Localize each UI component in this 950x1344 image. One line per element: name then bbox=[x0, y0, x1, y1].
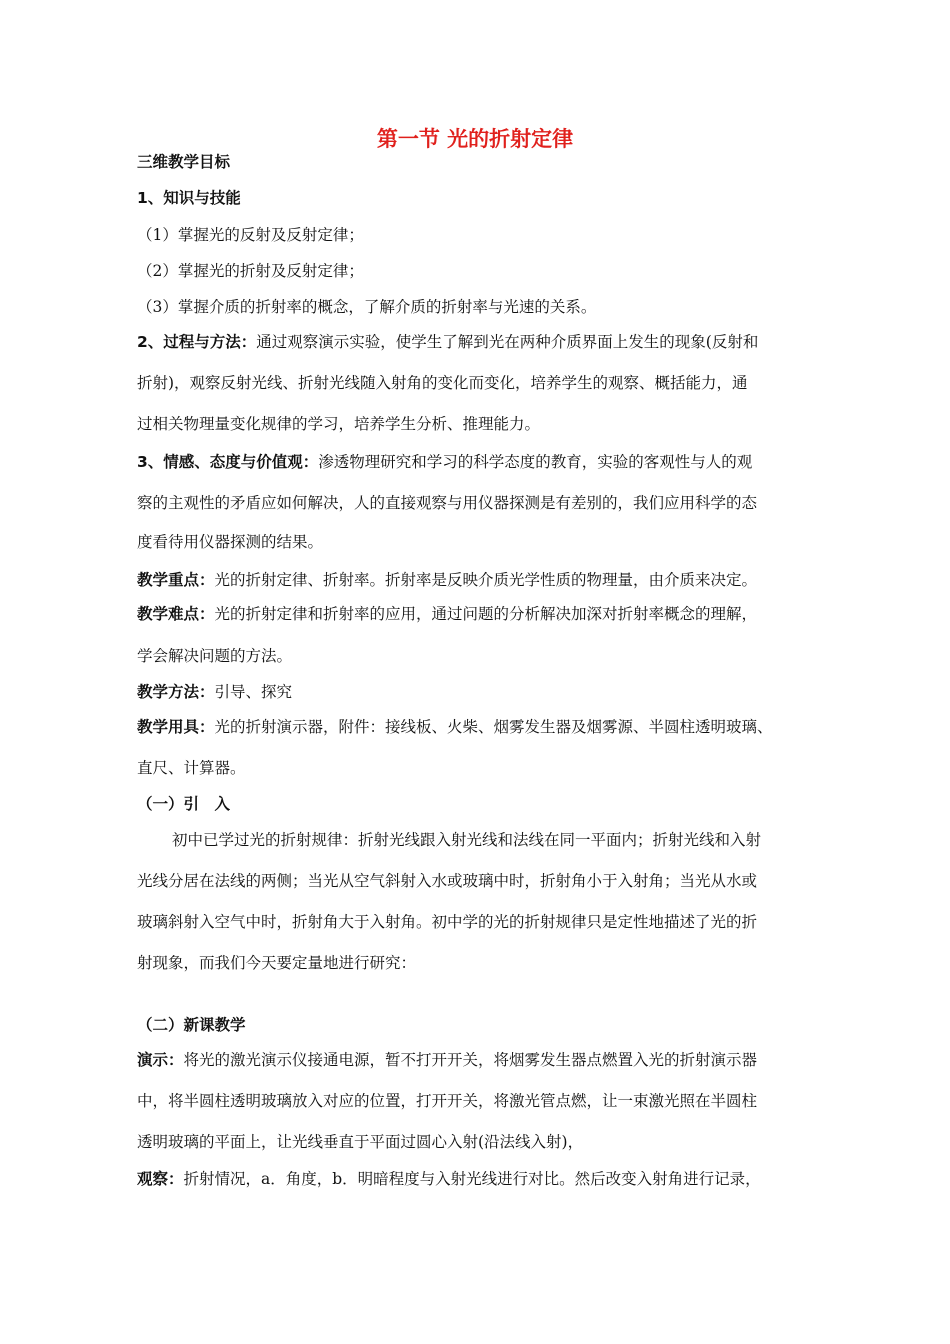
emotion-label: 3、情感、态度与价值观： bbox=[137, 453, 319, 471]
emotion-paragraph-line: 度看待用仪器探测的结果。 bbox=[137, 533, 324, 551]
emotion-paragraph-line bbox=[137, 452, 827, 472]
tools-text: 光的折射演示器，附件：接线板、火柴、烟雾发生器及烟雾源、半圆柱透明玻璃、 bbox=[214, 718, 773, 736]
process-text: 通过观察演示实验，使学生了解到光在两种介质界面上发生的现象(反射和 bbox=[256, 333, 759, 351]
difficulty-line bbox=[137, 604, 827, 624]
demo-text: 将光的激光演示仪接通电源，暂不打开开关，将烟雾发生器点燃置入光的折射演示器 bbox=[183, 1051, 758, 1069]
method-label: 教学方法： bbox=[137, 683, 215, 701]
demo-line: 透明玻璃的平面上，让光线垂直于平面过圆心入射(沿法线入射)， bbox=[137, 1133, 584, 1151]
tools-label: 教学用具： bbox=[137, 718, 215, 736]
observe-text: 折射情况，a．角度，b．明暗程度与入射光线进行对比。然后改变入射角进行记录， bbox=[183, 1170, 761, 1188]
knowledge-item-2: （2）掌握光的折射及反射定律； bbox=[137, 262, 364, 280]
page-title: 第一节 光的折射定律 bbox=[376, 127, 574, 151]
key-points-line bbox=[137, 570, 827, 590]
demo-line: 中，将半圆柱透明玻璃放入对应的位置，打开开关，将激光管点燃，让一束激光照在半圆柱 bbox=[137, 1092, 758, 1110]
method-line bbox=[137, 682, 827, 702]
difficulty-label: 教学难点： bbox=[137, 605, 215, 623]
observe-label: 观察： bbox=[137, 1170, 184, 1188]
heading-goals: 三维教学目标 bbox=[137, 153, 231, 171]
observe-line bbox=[137, 1169, 827, 1189]
tools-line: 直尺、计算器。 bbox=[137, 759, 246, 777]
intro-paragraph-line: 初中已学过光的折射规律：折射光线跟入射光线和法线在同一平面内；折射光线和入射 bbox=[172, 831, 762, 849]
difficulty-line: 学会解决问题的方法。 bbox=[137, 647, 293, 665]
knowledge-item-3: （3）掌握介质的折射率的概念，了解介质的折射率与光速的关系。 bbox=[137, 298, 597, 316]
emotion-paragraph-line: 察的主观性的矛盾应如何解决，人的直接观察与用仪器探测是有差别的，我们应用科学的态 bbox=[137, 494, 758, 512]
intro-paragraph-line: 光线分居在法线的两侧；当光从空气斜射入水或玻璃中时，折射角小于入射角；当光从水或 bbox=[137, 872, 758, 890]
demo-label: 演示： bbox=[137, 1051, 184, 1069]
difficulty-text: 光的折射定律和折射率的应用，通过问题的分析解决加深对折射率概念的理解， bbox=[214, 605, 758, 623]
knowledge-item-1: （1）掌握光的反射及反射定律； bbox=[137, 226, 364, 244]
emotion-text: 渗透物理研究和学习的科学态度的教育，实验的客观性与人的观 bbox=[318, 453, 753, 471]
heading-knowledge: 1、知识与技能 bbox=[137, 189, 241, 207]
intro-paragraph-line: 射现象，而我们今天要定量地进行研究： bbox=[137, 954, 417, 972]
intro-paragraph-line: 玻璃斜射入空气中时，折射角大于入射角。初中学的光的折射规律只是定性地描述了光的折 bbox=[137, 913, 758, 931]
key-text: 光的折射定律、折射率。折射率是反映介质光学性质的物理量，由介质来决定。 bbox=[214, 571, 758, 589]
tools-line bbox=[137, 717, 827, 737]
section-new-heading: （二）新课教学 bbox=[137, 1016, 246, 1034]
key-label: 教学重点： bbox=[137, 571, 215, 589]
method-text: 引导、探究 bbox=[214, 683, 293, 701]
process-label: 2、过程与方法： bbox=[137, 333, 257, 351]
process-paragraph-line bbox=[137, 332, 827, 352]
process-paragraph-line: 过相关物理量变化规律的学习，培养学生分析、推理能力。 bbox=[137, 415, 541, 433]
section-intro-heading: （一）引 入 bbox=[137, 795, 231, 813]
process-paragraph-line: 折射)，观察反射光线、折射光线随入射角的变化而变化，培养学生的观察、概括能力，通 bbox=[137, 374, 748, 392]
demo-line bbox=[137, 1050, 827, 1070]
